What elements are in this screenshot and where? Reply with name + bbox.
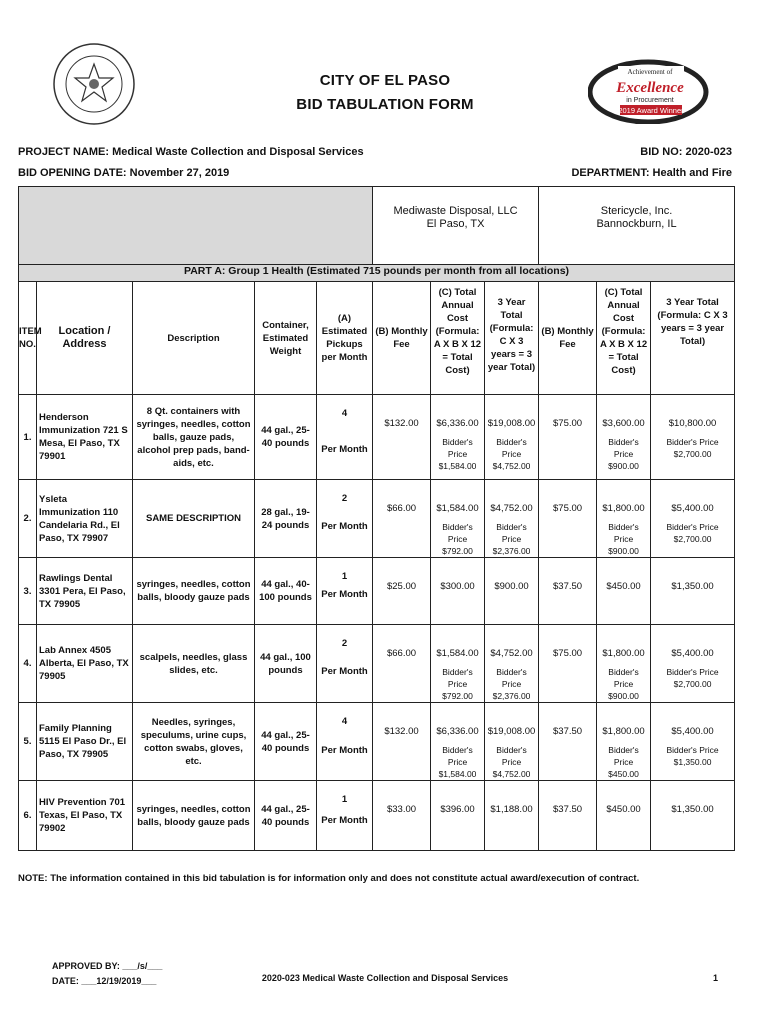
item-description-text: Needles, syringes, speculums, urine cups, cotton swabs, gloves, etc. [140,716,247,767]
bid-opening-date: BID OPENING DATE: November 27, 2019 [18,167,230,179]
three-year-value: $10,800.00 [668,418,717,429]
annual-value: $1,584.00 [436,648,479,659]
item-location [37,480,133,558]
item-location [37,558,133,625]
item-location-text: HIV Prevention 701 Texas, El Paso, TX 79902 [39,797,126,834]
item-description-text: 8 Qt. containers with syringes, needles, cotton balls, gauze pads, alcohol prep pads, band-aids, etc. [136,405,251,469]
bidder-price-label [433,816,482,822]
col-monthly-fee-1: (B) Monthly Fee [373,282,431,395]
bidder-price-three-year: $4,752.00 [492,461,531,471]
item-description [133,395,255,480]
vendor-2-monthly-fee [539,395,597,480]
bid-number: BID NO: 2020-023 [640,146,732,158]
item-number-text: 1. [23,431,32,443]
col-container: Container, Estimated Weight [255,282,317,395]
annual-value: $450.00 [606,804,641,815]
vendor-1-total-annual [431,781,485,851]
bidder-price-label: Bidder's Price [608,667,639,689]
col-three-year-2: 3 Year Total (Formula: C X 3 years = 3 year Total) [651,282,735,395]
item-container-text: 44 gal., 25-40 pounds [261,425,310,449]
item-pickups-value: 1 [341,571,348,582]
vendor-1-monthly-fee [373,625,431,703]
procurement-award-logo [588,58,718,124]
vendor-2-three-year [651,395,735,480]
approved-by-value: ___/s/___ [122,961,163,971]
vendor-2-total-annual [597,703,651,781]
item-pickups [317,625,373,703]
item-description [133,781,255,851]
bidder-price-label [487,593,536,599]
vendor-1-monthly-fee [373,480,431,558]
fee-value: $25.00 [386,581,417,592]
three-year-value: $1,188.00 [490,804,533,815]
vendor-1-total-annual [431,625,485,703]
annual-value: $1,800.00 [602,503,645,514]
item-location-text: Henderson Immunization 721 S Mesa, El Paso, TX 79901 [39,412,128,462]
vendor-2-monthly-fee [539,703,597,781]
item-number [19,558,37,625]
page-number: 1 [712,973,718,983]
item-number [19,781,37,851]
project-name: PROJECT NAME: Medical Waste Collection and Disposal Services [18,146,364,158]
bidder-price-annual: $900.00 [608,546,639,556]
fee-value: $66.00 [386,648,417,659]
annual-value: $3,600.00 [602,418,645,429]
bidder-price-label: Bidder's Price [442,437,473,459]
vendor-2-three-year [651,558,735,625]
page-title: CITY OF EL PASO [319,72,451,89]
item-pickups-value: 4 [341,716,348,727]
item-location-text: Ysleta Immunization 110 Candelaria Rd., El Paso, TX 79907 [39,493,120,544]
table-row [19,480,735,558]
approved-by-label: APPROVED BY: [52,961,120,971]
three-year-value: $1,350.00 [671,804,714,815]
item-number-text: 5. [23,736,32,747]
col-monthly-fee-2: (B) Monthly Fee [539,282,597,395]
item-container-text: 44 gal., 100 pounds [260,651,311,676]
item-pickups-value: 1 [341,794,348,805]
bidder-price-label: Bidder's Price [608,745,639,767]
date-label: DATE: [52,976,79,986]
item-location [37,781,133,851]
bidder-price-label [433,593,482,599]
col-item: ITEM NO. [19,282,37,395]
item-container [255,558,317,625]
vendor-2-name: Stericycle, Inc. [600,205,673,217]
item-container [255,625,317,703]
vendor-1-three-year [485,395,539,480]
vendor-1-three-year [485,480,539,558]
vendor-2-monthly-fee [539,558,597,625]
vendor-2-total-annual [597,480,651,558]
blank-header-cell [19,187,373,265]
table-row [19,395,735,480]
item-description [133,703,255,781]
item-description-text: scalpels, needles, glass slides, etc. [139,651,248,676]
fee-value: $132.00 [384,726,419,737]
col-location: Location / Address [37,282,133,395]
vendor-2-header [539,187,735,265]
bidder-price-annual: $900.00 [608,461,639,471]
part-a-heading: PART A: Group 1 Health (Estimated 715 pounds per month from all locations) [19,265,735,282]
item-container [255,395,317,480]
item-pickups [317,480,373,558]
item-pickups-value: 2 [341,638,348,649]
item-per-month: Per Month [321,745,368,756]
vendor-2-three-year [651,625,735,703]
page-subtitle: BID TABULATION FORM [296,96,474,113]
bidder-price-three-year: $4,752.00 [492,769,531,779]
item-container [255,480,317,558]
item-pickups [317,558,373,625]
vendor-2-monthly-fee [539,625,597,703]
bidder-price-annual: $1,584.00 [438,461,477,471]
annual-value: $6,336.00 [436,726,479,737]
bidder-price-three-year: $2,376.00 [492,691,531,701]
item-description [133,480,255,558]
annual-value: $1,584.00 [436,503,479,514]
fee-value: $37.50 [553,804,583,815]
bidder-price-label: Bidder's Price [608,437,639,459]
vendor-1-three-year [485,703,539,781]
vendor-2-city: Bannockburn, IL [596,218,677,230]
bidder-price-label: Bidder's Price [442,667,473,689]
vendor-1-total-annual [431,395,485,480]
bidder-price-label: Bidder's Price [496,667,527,689]
fee-value: $75.00 [553,503,583,514]
approved-by [52,961,162,971]
vendor-2-monthly-fee [539,781,597,851]
bidder-price-label: Bidder's Price [496,437,527,459]
bidder-price-three-year: $1,350.00 [673,757,712,767]
three-year-value: $900.00 [494,581,529,592]
bidder-price-annual: $792.00 [442,691,473,701]
vendor-1-total-annual [431,480,485,558]
item-number-text: 3. [23,585,32,597]
fee-value: $66.00 [386,503,417,514]
three-year-value: $5,400.00 [671,503,714,514]
item-container-text: 44 gal., 40-100 pounds [259,579,312,603]
annual-value: $6,336.00 [436,418,479,429]
item-description-text: syringes, needles, cotton balls, bloody gauze pads [136,579,251,603]
fee-value: $132.00 [384,418,419,429]
vendor-2-three-year [651,703,735,781]
bidder-price-annual: $792.00 [442,546,473,556]
bidder-price-label [599,593,648,599]
annual-value: $300.00 [440,581,475,592]
item-pickups-value: 4 [341,408,348,419]
item-number-text: 2. [23,513,32,524]
fee-value: $37.50 [553,726,583,737]
item-per-month: Per Month [321,521,368,532]
item-container-text: 44 gal., 25-40 pounds [261,803,310,828]
item-location-text: Rawlings Dental 3301 Pera, El Paso, TX 79905 [39,572,126,610]
item-pickups [317,395,373,480]
table-row [19,781,735,851]
item-per-month: Per Month [321,589,368,600]
annual-value: $1,800.00 [602,648,645,659]
item-location-text: Family Planning 5115 El Paso Dr., El Paso, TX 79905 [39,723,127,760]
item-container [255,781,317,851]
annual-value: $396.00 [440,804,475,815]
item-location [37,625,133,703]
vendor-1-monthly-fee [373,558,431,625]
item-number-text: 4. [23,658,32,669]
col-three-year-1: 3 Year Total (Formula: C X 3 years = 3 year Total) [485,282,539,395]
col-pickups: (A) Estimated Pickups per Month [317,282,373,395]
annual-value: $1,800.00 [602,726,645,737]
col-total-annual-1: (C) Total Annual Cost (Formula: A X B X 12 = Total Cost) [431,282,485,395]
bidder-price-label [599,816,648,822]
item-per-month: Per Month [321,815,368,826]
vendor-1-total-annual [431,558,485,625]
vendor-1-city: El Paso, TX [426,218,485,230]
item-description [133,558,255,625]
bidder-price-label: Bidder's Price [666,667,719,677]
three-year-value: $1,350.00 [671,581,714,592]
vendor-2-total-annual [597,781,651,851]
item-location [37,703,133,781]
bidder-price-three-year: $2,700.00 [673,449,712,459]
fee-value: $37.50 [553,581,583,592]
item-location-text: Lab Annex 4505 Alberta, El Paso, TX 79905 [39,645,129,682]
item-number [19,625,37,703]
vendor-2-total-annual [597,558,651,625]
bidder-price-three-year: $2,700.00 [673,679,712,689]
bidder-price-annual: $450.00 [608,769,639,779]
table-row [19,625,735,703]
bidder-price-label: Bidder's Price [496,745,527,767]
bidder-price-label: Bidder's Price [666,745,719,755]
bidder-price-label [653,816,732,822]
vendor-2-monthly-fee [539,480,597,558]
bidder-price-label: Bidder's Price [666,522,719,532]
bidder-price-three-year: $2,376.00 [492,546,531,556]
bidder-price-annual: $900.00 [608,691,639,701]
vendor-2-total-annual [597,395,651,480]
three-year-value: $5,400.00 [671,648,714,659]
bidder-price-label: Bidder's Price [496,522,527,544]
col-total-annual-2: (C) Total Annual Cost (Formula: A X B X 12 = Total Cost) [597,282,651,395]
item-description-text: SAME DESCRIPTION [145,513,241,524]
item-description [133,625,255,703]
item-description-text: syringes, needles, cotton balls, bloody gauze pads [136,803,251,828]
three-year-value: $4,752.00 [490,648,533,659]
disclaimer-note: NOTE: The information contained in this bid tabulation is for information only and does not constitute actual award/execution of contract. [18,873,640,884]
bidder-price-label: Bidder's Price [608,522,639,544]
svg-text:in Procurement: in Procurement [626,97,674,104]
item-number [19,703,37,781]
table-row [19,558,735,625]
vendor-1-monthly-fee [373,781,431,851]
item-per-month: Per Month [321,666,368,677]
svg-text:2019 Award Winner: 2019 Award Winner [618,106,684,115]
vendor-2-three-year [651,781,735,851]
vendor-2-total-annual [597,625,651,703]
item-location [37,395,133,480]
three-year-value: $5,400.00 [671,726,714,737]
item-per-month: Per Month [321,444,368,455]
footer-title: 2020-023 Medical Waste Collection and Disposal Services [261,973,509,983]
item-container-text: 44 gal., 25-40 pounds [261,729,310,754]
vendor-1-total-annual [431,703,485,781]
bidder-price-label: Bidder's Price [666,437,719,447]
bidder-price-three-year: $2,700.00 [673,534,712,544]
item-pickups [317,781,373,851]
item-number [19,480,37,558]
three-year-value: $4,752.00 [490,503,533,514]
annual-value: $450.00 [606,581,641,592]
fee-value: $75.00 [553,648,583,659]
bidder-price-annual: $1,584.00 [438,769,477,779]
three-year-value: $19,008.00 [487,418,536,429]
item-pickups [317,703,373,781]
department: DEPARTMENT: Health and Fire [571,167,732,179]
item-number [19,395,37,480]
bidder-price-label [653,593,732,599]
table-row [19,703,735,781]
vendor-1-monthly-fee [373,703,431,781]
vendor-1-header [373,187,539,265]
vendor-1-monthly-fee [373,395,431,480]
item-number-text: 6. [23,810,32,821]
bid-table [18,186,735,851]
vendor-2-three-year [651,480,735,558]
vendor-1-three-year [485,625,539,703]
date-value: ___12/19/2019___ [81,976,157,986]
fee-value: $33.00 [386,804,417,815]
item-pickups-value: 2 [341,493,348,504]
svg-text:Excellence: Excellence [616,80,684,96]
vendor-1-three-year [485,781,539,851]
bidder-price-label [487,816,536,822]
item-container-text: 28 gal., 19-24 pounds [261,506,310,531]
fee-value: $75.00 [553,418,583,429]
vendor-1-three-year [485,558,539,625]
item-container [255,703,317,781]
svg-text:Achievement of: Achievement of [627,68,673,76]
three-year-value: $19,008.00 [487,726,536,737]
col-description: Description [133,282,255,395]
bidder-price-label: Bidder's Price [442,522,473,544]
vendor-1-name: Mediwaste Disposal, LLC [393,205,518,217]
bidder-price-label: Bidder's Price [442,745,473,767]
